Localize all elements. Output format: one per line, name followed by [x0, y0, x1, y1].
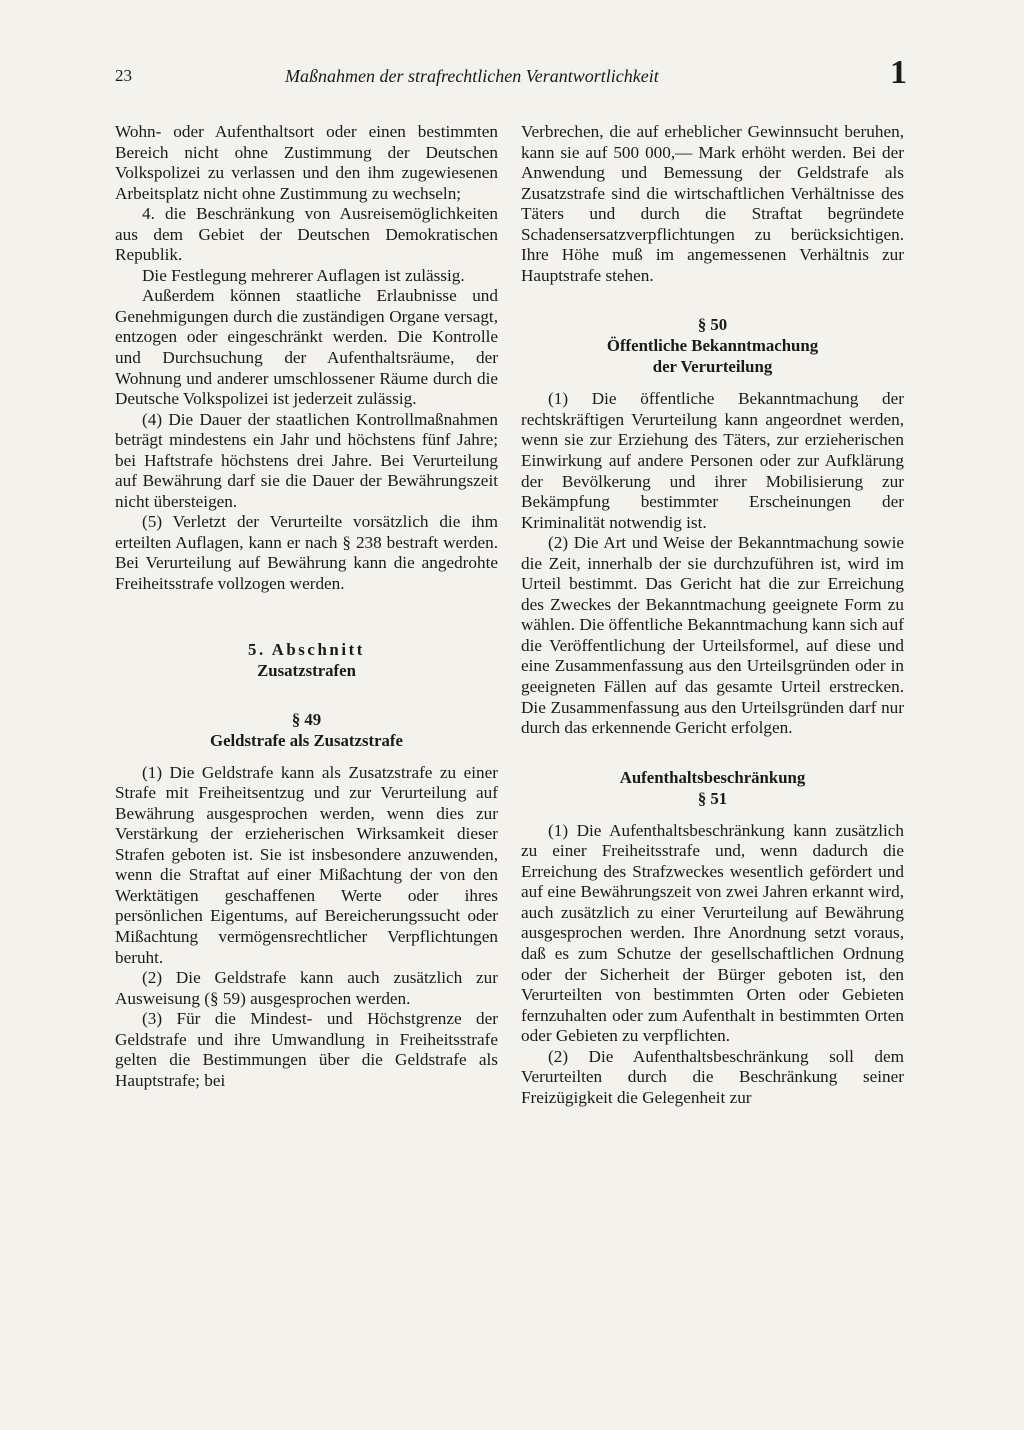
paragraph: 4. die Beschränkung von Ausreisemöglichkeiten aus dem Gebiet der Deutschen Demokratischen Republik. — [115, 204, 498, 265]
paragraph: (4) Die Dauer der staatlichen Kontrollmaßnahmen beträgt mindestens ein Jahr und höchstens fünf Jahre; bei Haftstrafe höchstens drei Jahre. Bei Verurteilung auf Bewährung darf sie die Dauer der Bewährungszeit nicht übersteigen. — [115, 409, 498, 511]
section-subheading: Zusatzstrafen — [257, 660, 356, 680]
left-column — [115, 122, 498, 1091]
section-title: Aufenthaltsbeschränkung — [619, 767, 806, 787]
paragraph: (2) Die Geldstrafe kann auch zusätzlich zur Ausweisung (§ 59) ausgesprochen werden. — [115, 968, 498, 1008]
spacer — [521, 377, 904, 389]
right-column — [521, 122, 904, 1108]
paragraph: (2) Die Aufenthaltsbeschränkung soll dem Verurteilten durch die Beschränkung seiner Freizügigkeit die Gelegenheit zur — [521, 1046, 904, 1107]
spacer — [521, 286, 904, 314]
section-number: § 50 — [697, 315, 728, 335]
section-title: der Verurteilung — [652, 357, 773, 377]
paragraph: Wohn- oder Aufenthaltsort oder einen bestimmten Bereich nicht ohne Zustimmung der Deutschen Volkspolizei zu verlassen und den ihm zugewiesenen Arbeitsplatz nicht ohne Zustimmung zu wechseln; — [115, 122, 498, 203]
chapter-number: 1 — [890, 54, 907, 91]
paragraph: Verbrechen, die auf erheblicher Gewinnsucht beruhen, kann sie auf 500 000,— Mark erhöht werden. Bei der Anwendung und Bemessung der Geldstrafe als Zusatzstrafe sind die wirtschaftlichen Verhältnisse des Täters und durch die Straftat begründete Schadensersatzverpflichtungen zu berücksichtigen. Ihre Höhe muß im angemessenen Verhältnis zur Hauptstrafe stehen. — [521, 122, 904, 285]
spacer — [521, 809, 904, 821]
spacer — [115, 751, 498, 763]
paragraph: Außerdem können staatliche Erlaubnisse und Genehmigungen durch die zuständigen Organe versagt, entzogen oder eingeschränkt werden. Die Kontrolle und Durchsuchung der Aufenthaltsräume, der Wohnung und anderer umschlossener Räume durch die Deutsche Volkspolizei ist jederzeit zulässig. — [115, 286, 498, 409]
spacer — [115, 681, 498, 709]
section-number: § 49 — [291, 709, 322, 729]
paragraph: (1) Die Geldstrafe kann als Zusatzstrafe zu einer Strafe mit Freiheitsentzug und zur Verurteilung auf Bewährung ausgesprochen werden, wenn dies zur Verstärkung der erzieherischen Wirksamkeit dieser Strafen geboten ist. Sie ist insbesondere anzuwenden, wenn die Straftat auf einer Mißachtung der von den Werktätigen geschaffenen Werte oder ihres persönlichen Eigentums, auf Bereicherungssucht oder Mißachtung vermögensrechtlicher Verpflichtungen beruht. — [115, 762, 498, 967]
paragraph: (2) Die Art und Weise der Bekanntmachung sowie die Zeit, innerhalb der sie durchzuführen ist, wird im Urteil bestimmt. Das Gericht hat die zur Erreichung des Zweckes der Bekanntmachung geeignete Form zu wählen. Die öffentliche Bekanntmachung kann sich auf die Veröffentlichung der Urteilsformel, auf diese und eine Zusammenfassung aus den Urteilsgründen oder in geeigneten Fällen auf das gesamte Urteil erstrecken. Die Zusammenfassung aus den Urteilsgründen darf nur durch das erkennende Gericht erfolgen. — [521, 533, 904, 738]
section-title: Öffentliche Bekanntmachung — [606, 336, 819, 356]
section-heading: 5. Abschnitt — [248, 639, 365, 659]
paragraph: (1) Die öffentliche Bekanntmachung der rechtskräftigen Verurteilung kann angeordnet werden, wenn sie zur Erziehung des Täters, zur erzieherischen Einwirkung auf andere Personen oder zur Aufklärung der Bevölkerung und ihrer Mobilisierung zur Bekämpfung bestimmter Erscheinungen der Kriminalität notwendig ist. — [521, 389, 904, 532]
paragraph: (1) Die Aufenthaltsbeschränkung kann zusätzlich zu einer Freiheitsstrafe und, wenn dadurch die Erreichung des Strafzweckes wesentlich gefördert und auf eine Bewährungszeit von zwei Jahren erkannt wird, auch zusätzlich zu einer Verurteilung auf Bewährung ausgesprochen werden. Ihre Anordnung setzt voraus, daß es zum Schutze der gesellschaftlichen Ordnung oder der Sicherheit der Bürger geboten ist, den Verurteilten von bestimmten Orten oder Gebieten fernzuhalten oder zum Aufenthalt in bestimmten Orten oder Gebieten zu verpflichten. — [521, 820, 904, 1046]
spacer — [521, 739, 904, 767]
page-header — [115, 54, 909, 100]
paragraph: (5) Verletzt der Verurteilte vorsätzlich die ihm erteilten Auflagen, kann er nach § 238 bestraft werden. Bei Verurteilung auf Bewährung kann die angedrohte Freiheitsstrafe vollzogen werden. — [115, 512, 498, 594]
paragraph: (3) Für die Mindest- und Höchstgrenze der Geldstrafe und ihre Umwandlung in Freiheitsstrafe gelten die Bestimmungen über die Geldstrafe als Hauptstrafe; bei — [115, 1009, 498, 1090]
spacer — [115, 595, 498, 639]
running-title: Maßnahmen der strafrechtlichen Verantwortlichkeit — [285, 66, 659, 86]
page-number: 23 — [115, 66, 132, 85]
section-number: § 51 — [697, 788, 728, 808]
paragraph: Die Festlegung mehrerer Auflagen ist zulässig. — [142, 265, 465, 285]
section-title: Geldstrafe als Zusatzstrafe — [210, 730, 403, 750]
